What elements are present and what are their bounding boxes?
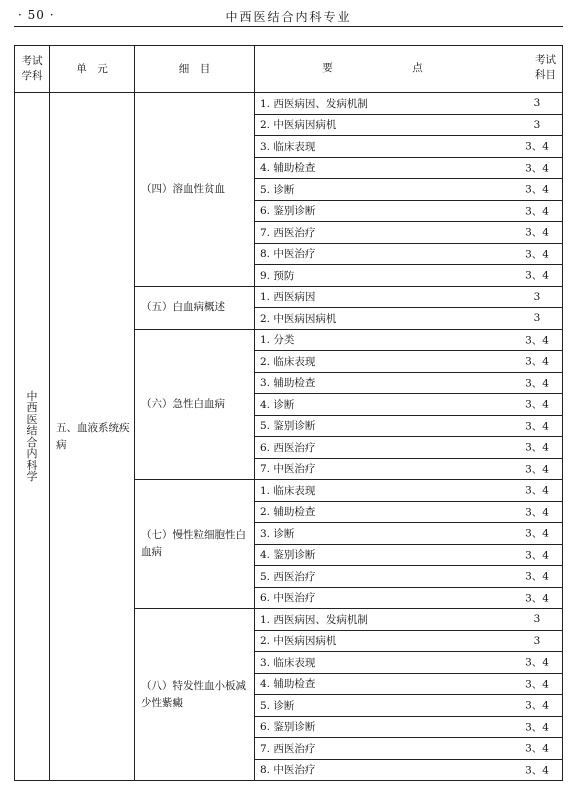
key-point-cell bbox=[255, 523, 563, 545]
key-point-text: 1. 西医病因、发病机制 bbox=[260, 613, 368, 626]
key-point-text: 2. 中医病因病机 bbox=[260, 312, 337, 325]
key-point-text: 4. 辅助检查 bbox=[260, 678, 316, 691]
key-point-cell bbox=[255, 501, 563, 523]
key-point-cell bbox=[255, 458, 563, 480]
key-point-cell bbox=[255, 544, 563, 566]
key-point-text: 4. 鉴别诊断 bbox=[260, 549, 316, 562]
key-point-cell bbox=[255, 200, 563, 222]
exam-level: 3、4 bbox=[525, 420, 549, 433]
key-point-text: 9. 预防 bbox=[260, 269, 295, 282]
exam-level: 3、4 bbox=[525, 226, 549, 239]
exam-level: 3、4 bbox=[525, 742, 549, 755]
key-point-text: 5. 鉴别诊断 bbox=[260, 420, 316, 433]
exam-level: 3 bbox=[533, 634, 541, 647]
key-point-text: 2. 中医病因病机 bbox=[260, 635, 337, 648]
exam-level: 3、4 bbox=[525, 570, 549, 583]
key-point-text: 8. 中医治疗 bbox=[260, 248, 316, 261]
key-point-cell bbox=[255, 480, 563, 502]
exam-level: 3 bbox=[533, 97, 541, 110]
key-point-text: 2. 中医病因病机 bbox=[260, 119, 337, 132]
key-point-cell bbox=[255, 372, 563, 394]
key-point-cell bbox=[255, 222, 563, 244]
key-point-text: 5. 西医治疗 bbox=[260, 570, 316, 583]
key-point-cell bbox=[255, 587, 563, 609]
key-point-cell bbox=[255, 286, 563, 308]
header-unit: 单 元 bbox=[50, 46, 135, 93]
exam-level: 3、4 bbox=[525, 527, 549, 540]
exam-level: 3、4 bbox=[525, 140, 549, 153]
key-point-cell bbox=[255, 265, 563, 287]
key-point-cell bbox=[255, 566, 563, 588]
subject-cell: 中西医结合内科学 bbox=[15, 93, 50, 781]
key-point-text: 3. 临床表现 bbox=[260, 140, 316, 153]
key-point-cell bbox=[255, 652, 563, 674]
key-point-text: 1. 西医病因 bbox=[260, 291, 316, 304]
exam-level: 3、4 bbox=[525, 162, 549, 175]
key-point-cell bbox=[255, 759, 563, 781]
key-point-text: 5. 诊断 bbox=[260, 699, 295, 712]
table-body bbox=[15, 93, 563, 781]
key-point-cell bbox=[255, 243, 563, 265]
key-point-cell bbox=[255, 93, 563, 115]
key-point-cell bbox=[255, 630, 563, 652]
key-point-cell bbox=[255, 329, 563, 351]
key-point-text: 6. 西医治疗 bbox=[260, 441, 316, 454]
key-point-cell bbox=[255, 114, 563, 136]
page-number: · 50 · bbox=[18, 8, 55, 22]
exam-level: 3、4 bbox=[525, 549, 549, 562]
header-key-points-label: 要 点 bbox=[322, 62, 435, 74]
key-point-text: 8. 中医治疗 bbox=[260, 764, 316, 777]
key-point-text: 1. 临床表现 bbox=[260, 484, 316, 497]
key-point-text: 5. 诊断 bbox=[260, 183, 295, 196]
item-cell: （八）特发性血小板减少性紫癜 bbox=[135, 609, 255, 781]
item-cell: （六）急性白血病 bbox=[135, 329, 255, 480]
key-point-text: 4. 诊断 bbox=[260, 398, 295, 411]
unit-cell: 五、血液系统疾病 bbox=[50, 93, 135, 781]
key-point-text: 2. 临床表现 bbox=[260, 355, 316, 368]
key-point-cell bbox=[255, 695, 563, 717]
exam-level: 3、4 bbox=[525, 269, 549, 282]
exam-level: 3 bbox=[533, 118, 541, 131]
key-point-text: 7. 西医治疗 bbox=[260, 742, 316, 755]
syllabus-table bbox=[14, 45, 563, 781]
exam-level: 3、4 bbox=[525, 334, 549, 347]
exam-level: 3、4 bbox=[525, 183, 549, 196]
key-point-cell bbox=[255, 394, 563, 416]
exam-level: 3 bbox=[533, 613, 541, 626]
key-point-text: 1. 西医病因、发病机制 bbox=[260, 97, 368, 110]
exam-level: 3、4 bbox=[525, 678, 549, 691]
exam-level: 3、4 bbox=[525, 398, 549, 411]
key-point-cell bbox=[255, 157, 563, 179]
exam-level: 3、4 bbox=[525, 441, 549, 454]
key-point-cell bbox=[255, 179, 563, 201]
exam-level: 3 bbox=[533, 290, 541, 303]
key-point-text: 6. 鉴别诊断 bbox=[260, 721, 316, 734]
exam-level: 3、4 bbox=[525, 699, 549, 712]
key-point-text: 3. 诊断 bbox=[260, 527, 295, 540]
exam-level: 3、4 bbox=[525, 764, 549, 777]
key-point-text: 6. 鉴别诊断 bbox=[260, 205, 316, 218]
page-header bbox=[14, 6, 563, 27]
key-point-text: 7. 中医治疗 bbox=[260, 463, 316, 476]
key-point-cell bbox=[255, 716, 563, 738]
key-point-cell bbox=[255, 136, 563, 158]
header-item: 细 目 bbox=[135, 46, 255, 93]
page-title: 中西医结合内科专业 bbox=[225, 10, 352, 24]
exam-level: 3、4 bbox=[525, 355, 549, 368]
key-point-cell bbox=[255, 415, 563, 437]
key-point-text: 7. 西医治疗 bbox=[260, 226, 316, 239]
header-subject: 考试 学科 bbox=[15, 46, 50, 93]
key-point-cell bbox=[255, 308, 563, 330]
exam-level: 3、4 bbox=[525, 463, 549, 476]
exam-level: 3、4 bbox=[525, 484, 549, 497]
key-point-text: 1. 分类 bbox=[260, 334, 295, 347]
exam-level: 3、4 bbox=[525, 721, 549, 734]
key-point-text: 6. 中医治疗 bbox=[260, 592, 316, 605]
key-point-cell bbox=[255, 738, 563, 760]
exam-level: 3、4 bbox=[525, 377, 549, 390]
item-cell: （四）溶血性贫血 bbox=[135, 93, 255, 287]
exam-level: 3、4 bbox=[525, 592, 549, 605]
key-point-cell bbox=[255, 437, 563, 459]
header-level: 考试 科目 bbox=[535, 54, 556, 81]
item-cell: （七）慢性粒细胞性白血病 bbox=[135, 480, 255, 609]
key-point-text: 3. 临床表现 bbox=[260, 656, 316, 669]
key-point-cell bbox=[255, 673, 563, 695]
key-point-text: 4. 辅助检查 bbox=[260, 162, 316, 175]
exam-level: 3、4 bbox=[525, 205, 549, 218]
exam-level: 3、4 bbox=[525, 506, 549, 519]
key-point-text: 3. 辅助检查 bbox=[260, 377, 316, 390]
header-key-points bbox=[255, 46, 563, 93]
key-point-cell bbox=[255, 609, 563, 631]
table-row bbox=[15, 93, 563, 115]
exam-level: 3 bbox=[533, 312, 541, 325]
key-point-cell bbox=[255, 351, 563, 373]
table-header-row bbox=[15, 46, 563, 93]
exam-level: 3、4 bbox=[525, 248, 549, 261]
item-cell: （五）白血病概述 bbox=[135, 286, 255, 329]
exam-level: 3、4 bbox=[525, 656, 549, 669]
key-point-text: 2. 辅助检查 bbox=[260, 506, 316, 519]
